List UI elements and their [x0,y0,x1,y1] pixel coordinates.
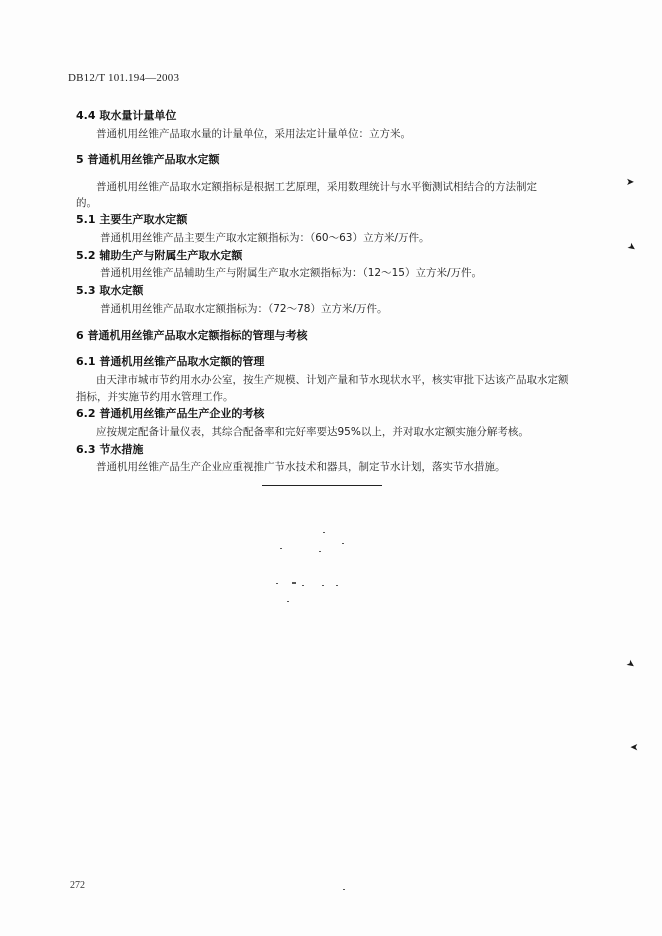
margin-mark-icon: ➤ [624,240,639,255]
scan-speck [343,889,345,890]
section-6-2-heading: 6.2 普通机用丝锥产品生产企业的考核 [76,407,265,420]
section-6-3-text: 普通机用丝锥产品生产企业应重视推广节水技术和器具，制定节水计划，落实节水措施。 [96,461,506,473]
section-6-1-text-line2: 指标，并实施节约用水管理工作。 [76,391,234,403]
document-standard-number: DB12/T 101.194—2003 [68,72,180,84]
scan-speck [319,551,321,552]
section-6-heading: 6 普通机用丝锥产品取水定额指标的管理与考核 [76,329,308,342]
scan-speck [280,548,282,549]
scan-speck [302,585,304,586]
section-5-text-line1: 普通机用丝锥产品取水定额指标是根据工艺原理，采用数理统计与水平衡测试相结合的方法制定 [96,181,537,193]
margin-mark-icon: ➤ [626,177,635,188]
scan-speck [342,543,344,544]
section-5-1-heading: 5.1 主要生产取水定额 [76,213,188,226]
section-5-3-text: 普通机用丝锥产品取水定额指标为：（72～78）立方米/万件。 [100,303,388,315]
section-4-4-text: 普通机用丝锥产品取水量的计量单位，采用法定计量单位：立方米。 [96,128,411,140]
scan-speck [322,585,324,586]
section-5-heading: 5 普通机用丝锥产品取水定额 [76,153,220,166]
scan-speck [323,532,325,533]
section-6-1-heading: 6.1 普通机用丝锥产品取水定额的管理 [76,355,265,368]
margin-mark-icon: ➤ [623,657,638,672]
section-5-3-heading: 5.3 取水定额 [76,284,144,297]
section-5-2-heading: 5.2 辅助生产与附属生产取水定额 [76,249,243,262]
section-5-text-line2: 的。 [76,197,97,209]
margin-mark-icon: ➤ [630,741,639,752]
page-number: 272 [70,880,85,891]
scan-speck [287,601,289,602]
section-6-1-text-line1: 由天津市城市节约用水办公室，按生产规模、计划产量和节水现状水平，核实审批下达该产品取水定额 [96,374,569,386]
section-5-2-text: 普通机用丝锥产品辅助生产与附属生产取水定额指标为：（12～15）立方米/万件。 [100,267,483,279]
scan-speck [276,583,278,584]
scan-speck [292,582,296,584]
end-of-document-rule [262,485,382,486]
section-6-3-heading: 6.3 节水措施 [76,443,144,456]
section-6-2-text: 应按规定配备计量仪表，其综合配备率和完好率要达95%以上，并对取水定额实施分解考核。 [96,426,529,438]
section-5-1-text: 普通机用丝锥产品主要生产取水定额指标为：（60～63）立方米/万件。 [100,232,430,244]
scan-speck [336,585,338,586]
section-4-4-heading: 4.4 取水量计量单位 [76,109,177,122]
